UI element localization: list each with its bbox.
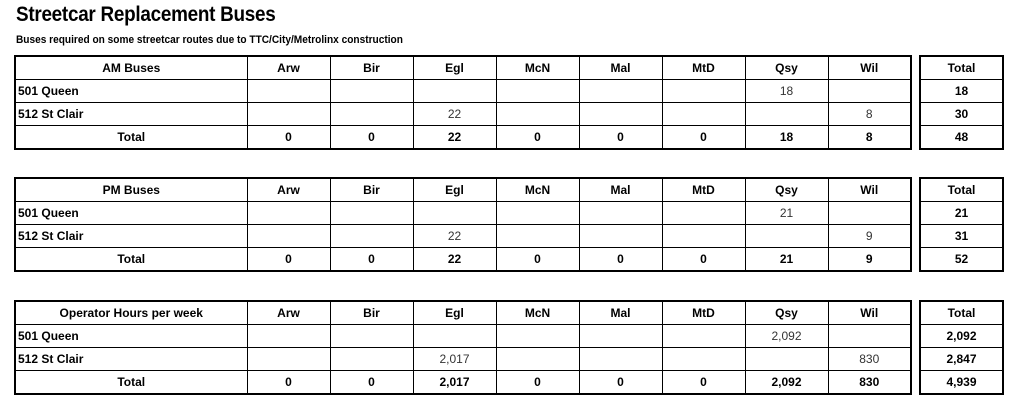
am-buses-table <box>14 55 1004 150</box>
cell-qsy: 18 <box>745 80 828 103</box>
column-gap <box>911 325 920 348</box>
cell-total: 31 <box>920 225 1003 248</box>
cell-mcn <box>496 348 579 371</box>
cell-egl <box>413 325 496 348</box>
column-header-qsy: Qsy <box>745 56 828 80</box>
header-row <box>15 178 1003 202</box>
column-header-mcn: McN <box>496 56 579 80</box>
cell-arw <box>247 80 330 103</box>
cell-mal: 0 <box>579 248 662 272</box>
column-header-bir: Bir <box>330 178 413 202</box>
column-gap <box>911 301 920 325</box>
cell-mcn: 0 <box>496 126 579 150</box>
cell-total: 52 <box>920 248 1003 272</box>
table-row <box>15 325 1003 348</box>
table-row <box>15 80 1003 103</box>
cell-mtd: 0 <box>662 126 745 150</box>
table-header-label: PM Buses <box>15 178 247 202</box>
cell-mcn <box>496 80 579 103</box>
cell-arw <box>247 225 330 248</box>
column-header-total: Total <box>920 301 1003 325</box>
cell-wil: 8 <box>828 126 911 150</box>
column-header-mcn: McN <box>496 301 579 325</box>
cell-total: 48 <box>920 126 1003 150</box>
header-row <box>15 301 1003 325</box>
row-label: Total <box>15 126 247 150</box>
table-header-label: Operator Hours per week <box>15 301 247 325</box>
table-row <box>15 225 1003 248</box>
table-row <box>15 348 1003 371</box>
cell-qsy: 21 <box>745 202 828 225</box>
cell-mcn: 0 <box>496 248 579 272</box>
cell-mal <box>579 225 662 248</box>
cell-mtd <box>662 348 745 371</box>
cell-total: 21 <box>920 202 1003 225</box>
column-gap <box>911 178 920 202</box>
cell-qsy: 2,092 <box>745 325 828 348</box>
row-label: 512 St Clair <box>15 225 247 248</box>
cell-arw: 0 <box>247 126 330 150</box>
cell-qsy <box>745 348 828 371</box>
cell-bir: 0 <box>330 248 413 272</box>
column-header-total: Total <box>920 56 1003 80</box>
cell-mal <box>579 348 662 371</box>
cell-mal <box>579 325 662 348</box>
column-header-wil: Wil <box>828 178 911 202</box>
column-header-arw: Arw <box>247 301 330 325</box>
header-row <box>15 56 1003 80</box>
column-header-wil: Wil <box>828 301 911 325</box>
column-header-mtd: MtD <box>662 178 745 202</box>
cell-mcn <box>496 202 579 225</box>
cell-bir <box>330 225 413 248</box>
page-subtitle: Buses required on some streetcar routes due to TTC/City/Metrolinx construction <box>16 34 403 46</box>
cell-mcn <box>496 103 579 126</box>
cell-total: 30 <box>920 103 1003 126</box>
table-row <box>15 103 1003 126</box>
cell-egl: 22 <box>413 103 496 126</box>
cell-wil: 830 <box>828 348 911 371</box>
total-row <box>15 248 1003 272</box>
cell-bir: 0 <box>330 126 413 150</box>
table-header-label: AM Buses <box>15 56 247 80</box>
row-label: Total <box>15 248 247 272</box>
cell-mal <box>579 80 662 103</box>
column-gap <box>911 103 920 126</box>
cell-egl <box>413 80 496 103</box>
cell-qsy <box>745 225 828 248</box>
cell-total: 18 <box>920 80 1003 103</box>
cell-mcn <box>496 225 579 248</box>
cell-mtd <box>662 103 745 126</box>
column-gap <box>911 348 920 371</box>
cell-arw: 0 <box>247 248 330 272</box>
cell-total: 2,847 <box>920 348 1003 371</box>
cell-qsy: 18 <box>745 126 828 150</box>
column-gap <box>911 371 920 395</box>
column-gap <box>911 56 920 80</box>
cell-mal <box>579 103 662 126</box>
row-label: 512 St Clair <box>15 103 247 126</box>
column-header-mtd: MtD <box>662 301 745 325</box>
row-label: 501 Queen <box>15 202 247 225</box>
cell-egl: 22 <box>413 126 496 150</box>
pm-buses-table <box>14 177 1004 272</box>
row-label: 501 Queen <box>15 325 247 348</box>
column-header-egl: Egl <box>413 178 496 202</box>
column-gap <box>911 248 920 272</box>
cell-arw <box>247 348 330 371</box>
cell-qsy: 21 <box>745 248 828 272</box>
column-header-egl: Egl <box>413 56 496 80</box>
cell-qsy: 2,092 <box>745 371 828 395</box>
cell-arw <box>247 103 330 126</box>
cell-bir: 0 <box>330 371 413 395</box>
operator-hours-table <box>14 300 1004 395</box>
column-header-bir: Bir <box>330 56 413 80</box>
cell-egl: 2,017 <box>413 348 496 371</box>
cell-egl: 22 <box>413 225 496 248</box>
cell-mtd <box>662 225 745 248</box>
cell-mtd <box>662 202 745 225</box>
cell-mal: 0 <box>579 126 662 150</box>
column-header-wil: Wil <box>828 56 911 80</box>
cell-total: 4,939 <box>920 371 1003 395</box>
cell-wil: 9 <box>828 248 911 272</box>
cell-arw <box>247 325 330 348</box>
cell-mtd <box>662 80 745 103</box>
cell-arw <box>247 202 330 225</box>
row-label: Total <box>15 371 247 395</box>
cell-wil: 8 <box>828 103 911 126</box>
cell-bir <box>330 103 413 126</box>
column-header-mal: Mal <box>579 56 662 80</box>
cell-mal: 0 <box>579 371 662 395</box>
column-gap <box>911 80 920 103</box>
cell-qsy <box>745 103 828 126</box>
column-header-qsy: Qsy <box>745 178 828 202</box>
total-row <box>15 126 1003 150</box>
cell-wil: 830 <box>828 371 911 395</box>
cell-total: 2,092 <box>920 325 1003 348</box>
column-gap <box>911 126 920 150</box>
cell-bir <box>330 80 413 103</box>
cell-wil: 9 <box>828 225 911 248</box>
row-label: 501 Queen <box>15 80 247 103</box>
column-header-qsy: Qsy <box>745 301 828 325</box>
cell-mcn: 0 <box>496 371 579 395</box>
cell-mtd: 0 <box>662 248 745 272</box>
column-header-arw: Arw <box>247 56 330 80</box>
cell-egl: 22 <box>413 248 496 272</box>
cell-bir <box>330 348 413 371</box>
column-gap <box>911 225 920 248</box>
column-header-egl: Egl <box>413 301 496 325</box>
cell-bir <box>330 202 413 225</box>
cell-wil <box>828 80 911 103</box>
cell-mtd <box>662 325 745 348</box>
table-row <box>15 202 1003 225</box>
column-header-mal: Mal <box>579 301 662 325</box>
cell-wil <box>828 202 911 225</box>
total-row <box>15 371 1003 395</box>
page-title: Streetcar Replacement Buses <box>16 3 276 26</box>
row-label: 512 St Clair <box>15 348 247 371</box>
column-header-arw: Arw <box>247 178 330 202</box>
column-header-mcn: McN <box>496 178 579 202</box>
cell-mtd: 0 <box>662 371 745 395</box>
column-header-bir: Bir <box>330 301 413 325</box>
cell-egl <box>413 202 496 225</box>
cell-arw: 0 <box>247 371 330 395</box>
column-header-mal: Mal <box>579 178 662 202</box>
cell-egl: 2,017 <box>413 371 496 395</box>
cell-mcn <box>496 325 579 348</box>
column-header-mtd: MtD <box>662 56 745 80</box>
column-gap <box>911 202 920 225</box>
cell-mal <box>579 202 662 225</box>
cell-bir <box>330 325 413 348</box>
column-header-total: Total <box>920 178 1003 202</box>
cell-wil <box>828 325 911 348</box>
